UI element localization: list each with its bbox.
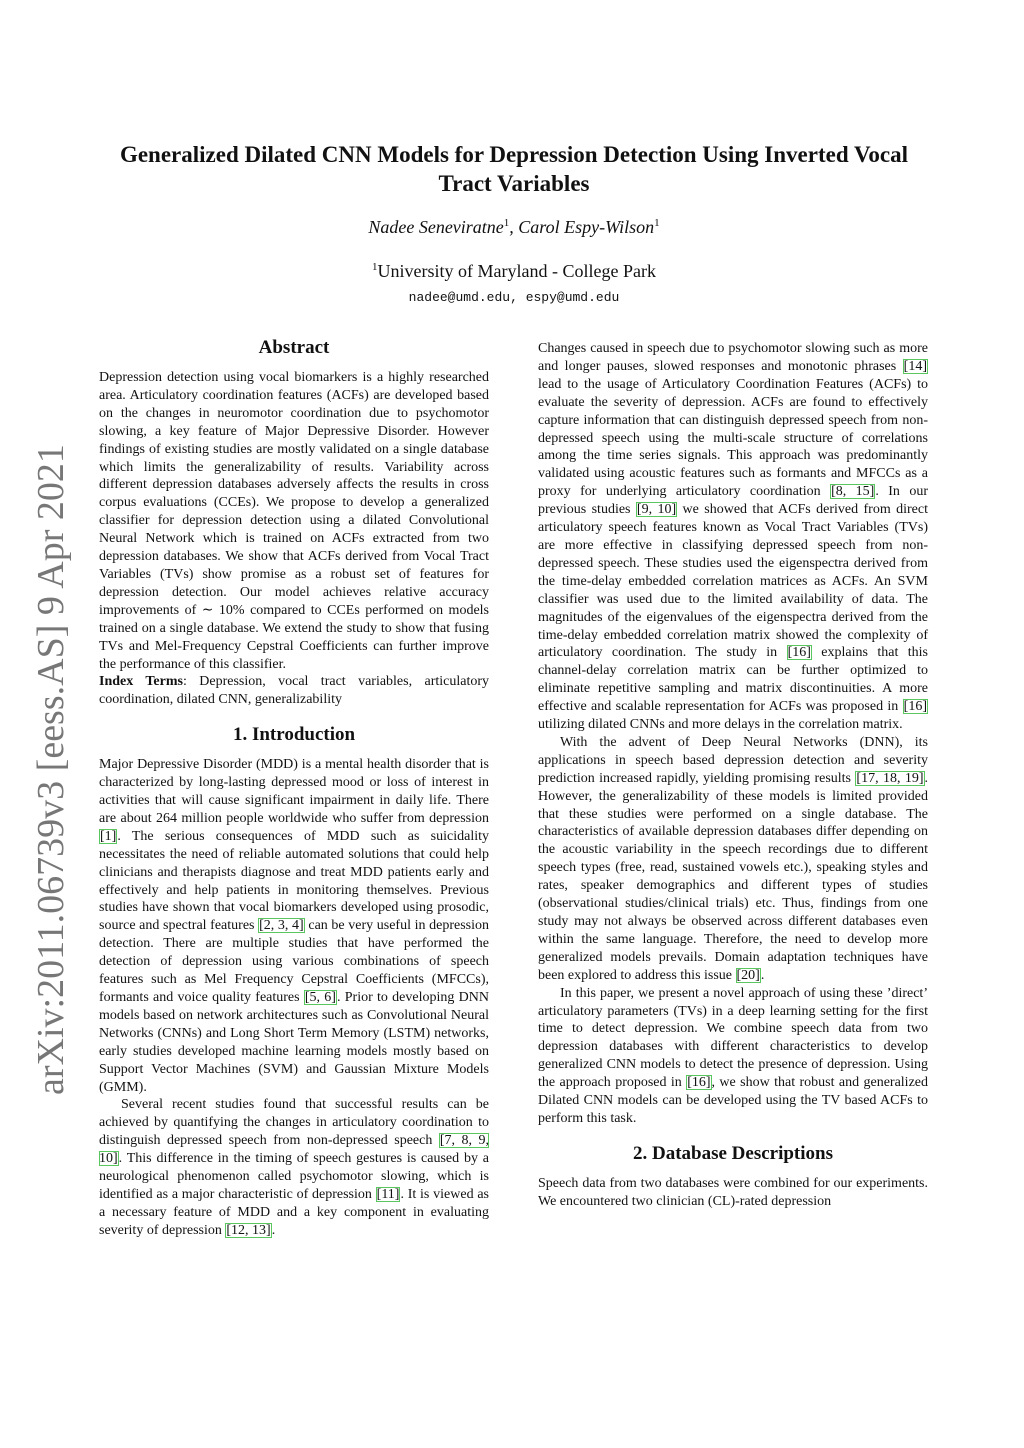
citation-link[interactable]: [16] <box>787 645 811 661</box>
citation-link[interactable]: [20] <box>736 967 760 983</box>
affiliation: $^1$University of Maryland - College Park <box>372 261 656 281</box>
intro-paragraph-1: Major Depressive Disorder (MDD) is a mental health disorder that is characterized by long-lasting depressed mood or loss of interest in activities that will cause significant impairment in daily life. There are about 264 million people worldwide who suffer from depression [1]. The serious consequences of MDD such as suicidality necessitates the need of reliable automated solutions that could help clinicians and therapists diagnose and treat MDD patients early and effectively and help patients in monitoring themselves. Previous studies have shown that vocal biomarkers developed using prosodic, source and spectral features [2, 3, 4] can be very useful in depression detection. There are multiple studies that have performed the detection of depression using various combinations of speech features such as Mel Frequency Cepstral Coefficients (MFCCs), formants and voice quality features [5, 6]. Prior to developing DNN models based on network architectures such as Convolutional Neural Networks (CNNs) and Long Short Term Memory (LSTM) networks, early studies developed machine learning models mostly based on Support Vector Machines (SVM) and Gaussian Mixture Models (GMM). <box>99 757 490 1095</box>
introduction-heading: 1. Introduction <box>232 724 356 746</box>
citation-link[interactable]: [2, 3, 4] <box>259 918 304 934</box>
citation-link[interactable]: [14] <box>903 358 927 374</box>
authors: Nadee Seneviratne$^1$, Carol Espy-Wilson$^1$ <box>368 217 660 237</box>
author-superscript: 1 <box>503 217 510 229</box>
right-paragraph-2: With the advent of Deep Neural Networks (DNN), its applications in speech based depression detection and severity prediction increased rapidly, yielding promising results [17, 18, 19]. However, the generalizability of these models is limited provided that these studies were performed on a single database. The characteristics of available depression databases differ depending on the acoustic variability in the speech recordings due to different speech types (free, read, sustained vowels etc.), speaking styles and rates, speaker demographics and different types of studies (observational studies/clinical trials) etc. Thus, findings from one study may not always be observed across different databases even within the same language. Therefore, the need to develop more generalized models prevails. Domain adaptation techniques have been explored to address this issue [20]. <box>538 734 929 983</box>
database-paragraph: Speech data from two databases were combined for our experiments. We encountered two clinician (CL)-rated depression <box>538 1175 928 1209</box>
citation-link[interactable]: [16] <box>903 699 927 715</box>
affil-superscript: 1 <box>372 261 378 273</box>
right-column <box>538 340 928 1211</box>
database-heading: 2. Database Descriptions <box>632 1142 834 1164</box>
abstract-text: Depression detection using vocal biomarkers is a highly researched area. Articulatory coordination features (ACFs) are developed based on the changes in neuromotor coordination due to psychomotor slowing, a key feature of Major Depressive Disorder. However findings of existing studies are mostly validated on a single database which limits the generalizability of results. Variability across different depression databases adversely affects the results in cross corpus evaluations (CCEs). We propose to develop a generalized classifier for depression detection using a dilated Convolutional Neural Network which is trained on ACFs extracted from two depression databases. We show that ACFs derived from Vocal Tract Variables (TVs) show promise as a robust set of features for depression detection. Our model achieves relative accuracy improvements of ∼ 10% compared to CCEs performed on models trained on a single database. We extend the study to show that fusing TVs and Mel-Frequency Cepstral Coefficients can further improve the performance of this classifier. <box>99 370 489 672</box>
citation-link[interactable]: [7, 8, 9, 10] <box>99 1133 489 1167</box>
intro-paragraph-2: Several recent studies found that successful results can be achieved by quantifying the changes in articulatory coordination to distinguish depressed speech from non-depressed speech [7, 8, 9, 10]. This difference in the timing of speech gestures is caused by a neurological phenomenon called psychomotor slowing, which is identified as a major characteristic of depression [11]. It is viewed as a necessary feature of MDD and a key component in evaluating severity of depression [12, 13]. <box>99 1097 489 1238</box>
citation-link[interactable]: [12, 13] <box>226 1222 271 1238</box>
author-superscript: 1 <box>654 217 660 229</box>
citation-link[interactable]: [1] <box>100 828 117 844</box>
right-paragraph-1: Changes caused in speech due to psychomotor slowing such as more and longer pauses, slowed responses and monotonic phrases [14] lead to the usage of Articulatory Coordination Features (ACFs) to evaluate the severity of depression. ACFs are found to effectively capture information that can distinguish depressed speech from non-depressed speech using the multi-scale structure of correlations among the time series signals. This approach was predominantly validated using acoustic features such as formants and MFCCs as a proxy for underlying articulatory coordination [8, 15]. In our previous studies [9, 10] we showed that ACFs derived from direct articulatory speech features known as Vocal Tract Variables (TVs) are more effective in classifying depressed speech from non-depressed speech. These studies used the eigenspectra derived from the time-delay embedded correlation matrices as ACFs. An SVM classifier was used due to the limited availability of data. The magnitudes of the eigenvalues of the eigenspectra derived from the time-delay embedded correlation matrix showed the complexity of articulatory coordination. The study in [16] explains that this channel-delay correlation matrix can be further optimized to eliminate repetitive sampling and matrix discontinuities. A more effective and scalable representation for ACFs was proposed in [16] utilizing dilated CNNs and more delays in the correlation matrix. <box>538 341 929 733</box>
citation-link[interactable]: [16] <box>687 1075 711 1091</box>
paper-title: Generalized Dilated CNN Models for Depression Detection Using Inverted Vocal Tract Variables <box>119 142 909 196</box>
citation-link[interactable]: [17, 18, 19] <box>856 770 924 786</box>
left-column <box>99 336 489 1240</box>
arxiv-identifier: arXiv:2011.06739v3 [eess.AS] 9 Apr 2021 <box>30 444 72 1095</box>
abstract-heading: Abstract <box>258 337 330 358</box>
index-terms: Index Terms: Depression, vocal tract variables, articulatory coordination, dilated CNN, generalizability <box>99 674 490 708</box>
citation-link[interactable]: [8, 15] <box>831 484 875 500</box>
index-terms-label: Index Terms <box>99 674 183 690</box>
author-emails[interactable]: nadee@umd.edu, espy@umd.edu <box>408 290 620 305</box>
citation-link[interactable]: [11] <box>376 1186 400 1202</box>
right-paragraph-3: In this paper, we present a novel approach of using these ’direct’ articulatory parameters (TVs) in a deep learning setting for the first time to detect depression. We combine speech data from two depression databases with different characteristics to develop generalized CNN models to detect the presence of depression. Using the approach proposed in [16], we show that robust and generalized Dilated CNN models can be developed using the TV based ACFs to perform this task. <box>538 985 928 1126</box>
citation-link[interactable]: [9, 10] <box>636 502 677 518</box>
citation-link[interactable]: [5, 6] <box>304 990 336 1005</box>
